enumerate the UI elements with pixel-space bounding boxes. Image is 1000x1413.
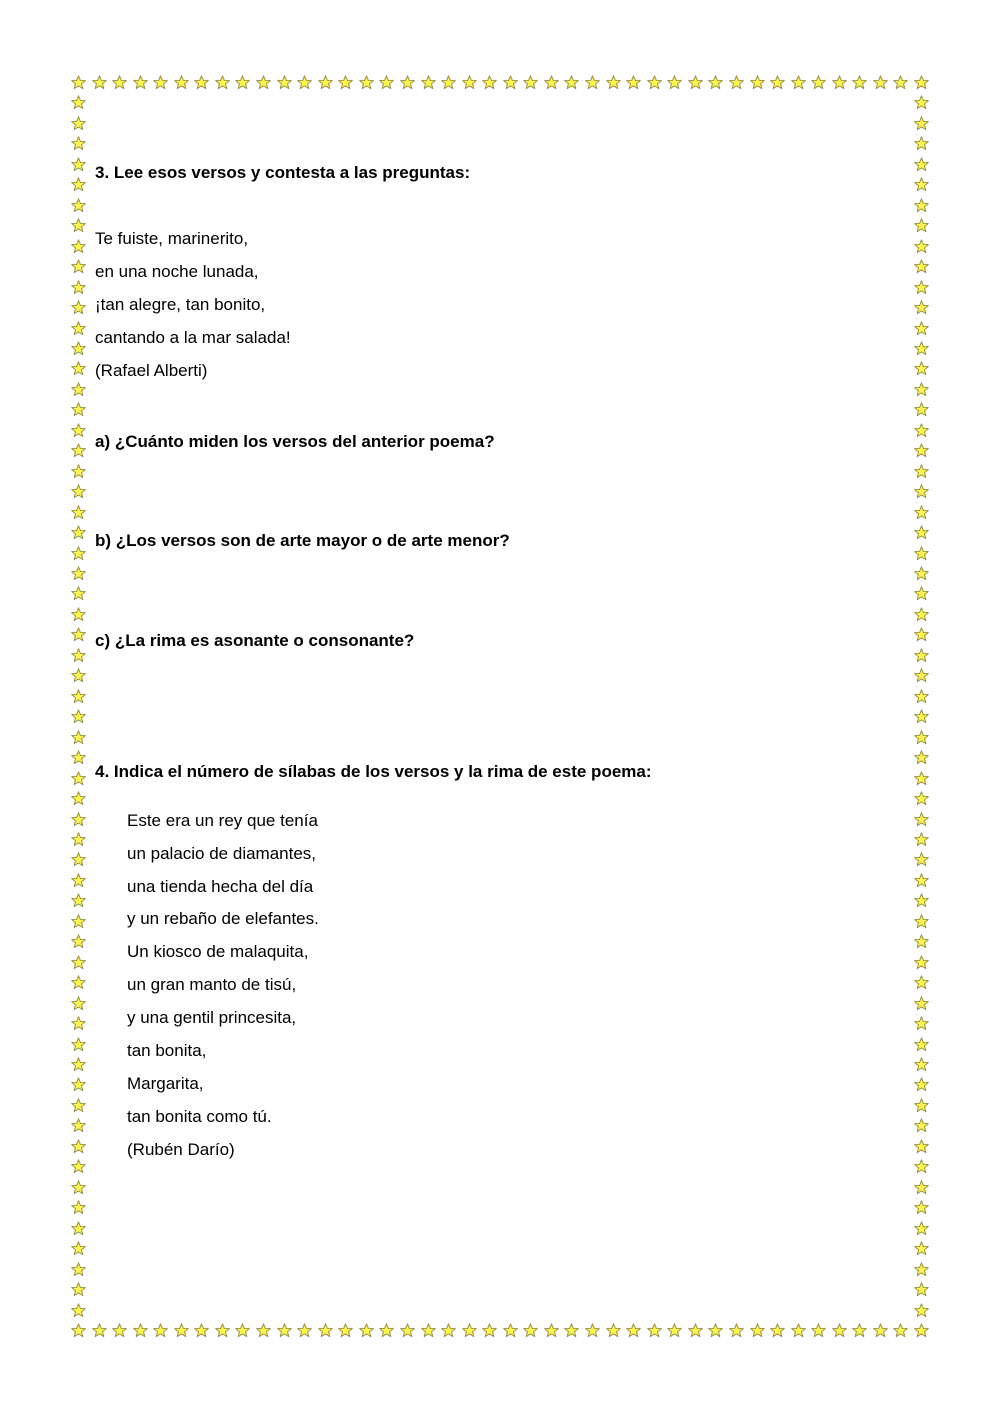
star-icon <box>277 75 292 90</box>
star-icon <box>71 730 86 745</box>
star-icon <box>71 75 86 90</box>
star-icon <box>71 812 86 827</box>
star-icon <box>71 1221 86 1236</box>
star-icon <box>71 668 86 683</box>
poem-alberti-author: (Rafael Alberti) <box>95 361 208 380</box>
star-icon <box>667 1323 682 1338</box>
star-icon <box>914 361 929 376</box>
star-icon <box>914 1221 929 1236</box>
star-icon <box>852 75 867 90</box>
star-icon <box>564 75 579 90</box>
star-icon <box>585 1323 600 1338</box>
star-icon <box>914 893 929 908</box>
star-icon <box>914 280 929 295</box>
star-icon <box>626 1323 641 1338</box>
star-icon <box>523 1323 538 1338</box>
star-icon <box>71 239 86 254</box>
star-icon <box>606 1323 621 1338</box>
star-icon <box>914 239 929 254</box>
star-icon <box>441 1323 456 1338</box>
star-icon <box>71 607 86 622</box>
star-icon <box>914 1057 929 1072</box>
star-icon <box>71 116 86 131</box>
star-icon <box>811 1323 826 1338</box>
star-icon <box>914 1241 929 1256</box>
star-icon <box>71 341 86 356</box>
star-icon <box>914 177 929 192</box>
star-icon <box>914 300 929 315</box>
star-icon <box>71 321 86 336</box>
star-icon <box>71 525 86 540</box>
star-icon <box>770 1323 785 1338</box>
star-icon <box>914 955 929 970</box>
star-icon <box>914 689 929 704</box>
poem-dario-line-5: Un kiosco de malaquita, <box>127 942 309 961</box>
star-icon <box>215 75 230 90</box>
star-icon <box>194 1323 209 1338</box>
star-icon <box>606 75 621 90</box>
star-icon <box>914 136 929 151</box>
star-icon <box>708 75 723 90</box>
poem-dario-line-1: Este era un rey que tenía <box>127 811 318 830</box>
star-icon <box>708 1323 723 1338</box>
star-icon <box>71 1098 86 1113</box>
star-icon <box>914 1037 929 1052</box>
star-icon <box>71 402 86 417</box>
poem-alberti-line-4: cantando a la mar salada! <box>95 328 291 347</box>
poem-alberti-line-1: Te fuiste, marinerito, <box>95 229 249 248</box>
star-icon <box>71 198 86 213</box>
star-icon <box>914 730 929 745</box>
poem-dario-line-7: y una gentil princesita, <box>127 1008 297 1027</box>
star-icon <box>914 852 929 867</box>
star-icon <box>71 259 86 274</box>
star-icon <box>914 382 929 397</box>
star-icon <box>770 75 785 90</box>
star-icon <box>914 975 929 990</box>
star-icon <box>71 1180 86 1195</box>
star-icon <box>215 1323 230 1338</box>
star-icon <box>112 75 127 90</box>
star-icon <box>194 75 209 90</box>
star-icon <box>688 75 703 90</box>
star-icon <box>914 321 929 336</box>
star-icon <box>71 157 86 172</box>
star-icon <box>71 1241 86 1256</box>
star-icon <box>893 1323 908 1338</box>
star-icon <box>400 75 415 90</box>
poem-dario-line-4: y un rebaño de elefantes. <box>127 909 319 928</box>
star-icon <box>71 464 86 479</box>
star-icon <box>914 198 929 213</box>
star-icon <box>626 75 641 90</box>
star-icon <box>914 1098 929 1113</box>
star-icon <box>297 75 312 90</box>
star-icon <box>71 689 86 704</box>
star-icon <box>914 791 929 806</box>
star-icon <box>914 484 929 499</box>
star-icon <box>914 750 929 765</box>
star-icon <box>914 771 929 786</box>
star-icon <box>71 914 86 929</box>
star-icon <box>71 1139 86 1154</box>
star-icon <box>914 996 929 1011</box>
star-icon <box>71 300 86 315</box>
star-icon <box>914 832 929 847</box>
star-icon <box>71 627 86 642</box>
star-icon <box>914 464 929 479</box>
star-icon <box>564 1323 579 1338</box>
star-icon <box>71 95 86 110</box>
star-icon <box>852 1323 867 1338</box>
star-icon <box>914 934 929 949</box>
star-icon <box>914 75 929 90</box>
star-icon <box>318 1323 333 1338</box>
star-icon <box>503 1323 518 1338</box>
star-icon <box>914 443 929 458</box>
star-icon <box>729 1323 744 1338</box>
poem-dario-line-2: un palacio de diamantes, <box>127 844 317 863</box>
star-icon <box>811 75 826 90</box>
star-icon <box>71 1077 86 1092</box>
star-icon <box>873 1323 888 1338</box>
star-icon <box>914 116 929 131</box>
star-icon <box>914 607 929 622</box>
star-icon <box>914 1200 929 1215</box>
star-icon <box>914 341 929 356</box>
star-icon <box>832 75 847 90</box>
star-icon <box>359 75 374 90</box>
star-icon <box>71 852 86 867</box>
star-icon <box>71 218 86 233</box>
poem-dario-line-9: Margarita, <box>127 1074 204 1093</box>
star-icon <box>914 423 929 438</box>
star-icon <box>71 177 86 192</box>
star-icon <box>71 955 86 970</box>
section-3-heading: 3. Lee esos versos y contesta a las preguntas: <box>95 163 471 182</box>
star-icon <box>914 1159 929 1174</box>
star-icon <box>71 771 86 786</box>
star-icon <box>791 75 806 90</box>
poem-dario-line-6: un gran manto de tisú, <box>127 975 297 994</box>
star-icon <box>750 75 765 90</box>
star-icon <box>71 934 86 949</box>
poem-dario-line-3: una tienda hecha del día <box>127 877 314 896</box>
star-icon <box>421 75 436 90</box>
star-icon <box>400 1323 415 1338</box>
star-icon <box>914 586 929 601</box>
star-icon <box>914 1016 929 1031</box>
star-icon <box>379 1323 394 1338</box>
star-icon <box>914 668 929 683</box>
star-icon <box>914 95 929 110</box>
star-icon <box>92 1323 107 1338</box>
star-icon <box>71 1303 86 1318</box>
star-icon <box>71 832 86 847</box>
question-c: c) ¿La rima es asonante o consonante? <box>95 631 415 650</box>
star-icon <box>914 157 929 172</box>
question-a: a) ¿Cuánto miden los versos del anterior poema? <box>95 432 495 451</box>
star-icon <box>421 1323 436 1338</box>
star-icon <box>71 361 86 376</box>
star-icon <box>71 1200 86 1215</box>
star-icon <box>71 750 86 765</box>
star-icon <box>482 1323 497 1338</box>
star-icon <box>235 1323 250 1338</box>
star-icon <box>647 75 662 90</box>
star-icon <box>71 586 86 601</box>
star-icon <box>71 1118 86 1133</box>
star-icon <box>153 75 168 90</box>
star-icon <box>71 648 86 663</box>
star-icon <box>914 525 929 540</box>
star-icon <box>914 627 929 642</box>
star-icon <box>71 1057 86 1072</box>
poem-dario-line-10: tan bonita como tú. <box>127 1107 272 1126</box>
star-icon <box>914 709 929 724</box>
star-icon <box>71 1323 86 1338</box>
star-icon <box>750 1323 765 1338</box>
star-icon <box>914 1077 929 1092</box>
star-icon <box>482 75 497 90</box>
star-icon <box>71 546 86 561</box>
star-icon <box>256 1323 271 1338</box>
star-icon <box>71 1159 86 1174</box>
star-icon <box>71 1037 86 1052</box>
star-icon <box>544 1323 559 1338</box>
star-icon <box>462 75 477 90</box>
star-icon <box>914 1323 929 1338</box>
star-icon <box>71 136 86 151</box>
star-icon <box>71 566 86 581</box>
star-icon <box>914 1180 929 1195</box>
star-icon <box>71 1262 86 1277</box>
star-icon <box>71 893 86 908</box>
star-icon <box>914 1282 929 1297</box>
star-icon <box>544 75 559 90</box>
star-icon <box>914 505 929 520</box>
star-icon <box>338 1323 353 1338</box>
star-icon <box>92 75 107 90</box>
question-b: b) ¿Los versos son de arte mayor o de arte menor? <box>95 531 510 550</box>
star-icon <box>914 873 929 888</box>
star-icon <box>914 259 929 274</box>
star-icon <box>503 75 518 90</box>
star-icon <box>914 218 929 233</box>
star-icon <box>71 423 86 438</box>
star-icon <box>71 382 86 397</box>
star-icon <box>318 75 333 90</box>
star-icon <box>71 975 86 990</box>
star-icon <box>133 1323 148 1338</box>
star-icon <box>914 1262 929 1277</box>
star-icon <box>71 280 86 295</box>
star-icon <box>914 546 929 561</box>
star-icon <box>71 996 86 1011</box>
poem-dario-line-8: tan bonita, <box>127 1041 207 1060</box>
star-icon <box>379 75 394 90</box>
star-icon <box>71 1282 86 1297</box>
star-icon <box>235 75 250 90</box>
star-icon <box>71 1016 86 1031</box>
star-icon <box>71 791 86 806</box>
star-icon <box>893 75 908 90</box>
star-icon <box>112 1323 127 1338</box>
poem-dario-author: (Rubén Darío) <box>127 1140 235 1159</box>
poem-alberti-line-2: en una noche lunada, <box>95 262 259 281</box>
star-icon <box>462 1323 477 1338</box>
star-icon <box>914 812 929 827</box>
poem-alberti-line-3: ¡tan alegre, tan bonito, <box>95 295 266 314</box>
star-icon <box>914 566 929 581</box>
star-icon <box>153 1323 168 1338</box>
star-icon <box>174 1323 189 1338</box>
star-icon <box>585 75 600 90</box>
star-icon <box>791 1323 806 1338</box>
star-icon <box>832 1323 847 1338</box>
star-icon <box>873 75 888 90</box>
star-icon <box>914 1118 929 1133</box>
star-icon <box>71 709 86 724</box>
star-icon <box>71 484 86 499</box>
star-icon <box>729 75 744 90</box>
star-icon <box>71 443 86 458</box>
star-icon <box>441 75 456 90</box>
star-icon <box>256 75 271 90</box>
star-icon <box>914 648 929 663</box>
star-icon <box>338 75 353 90</box>
star-icon <box>71 873 86 888</box>
star-icon <box>174 75 189 90</box>
star-icon <box>914 1139 929 1154</box>
star-icon <box>523 75 538 90</box>
star-icon <box>647 1323 662 1338</box>
star-icon <box>297 1323 312 1338</box>
star-icon <box>133 75 148 90</box>
star-icon <box>359 1323 374 1338</box>
star-icon <box>914 914 929 929</box>
section-4-heading: 4. Indica el número de sílabas de los versos y la rima de este poema: <box>95 762 652 781</box>
star-icon <box>667 75 682 90</box>
star-icon <box>688 1323 703 1338</box>
star-icon <box>914 402 929 417</box>
star-icon <box>71 505 86 520</box>
star-icon <box>914 1303 929 1318</box>
star-icon <box>277 1323 292 1338</box>
